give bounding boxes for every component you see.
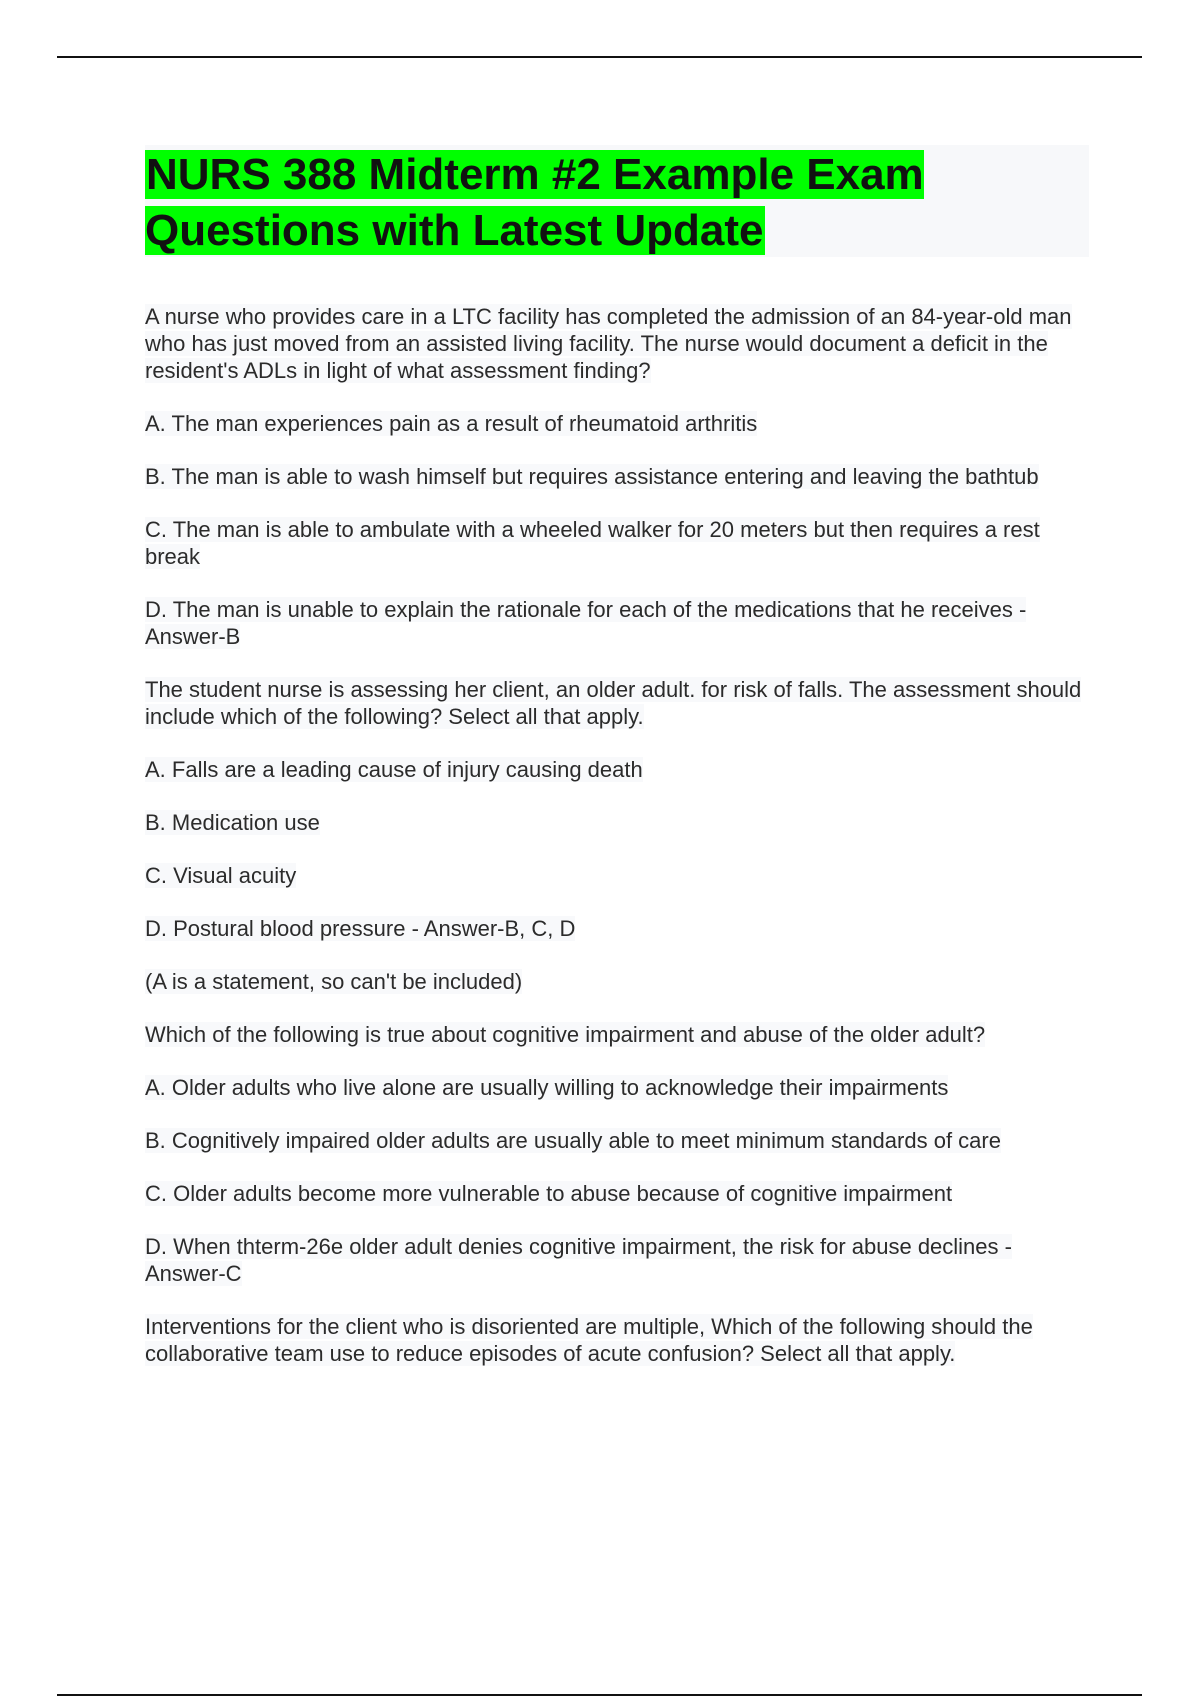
question-3-option-b: B. Cognitively impaired older adults are usually able to meet minimum standards of care bbox=[145, 1128, 1001, 1153]
question-2-option-a: A. Falls are a leading cause of injury causing death bbox=[145, 757, 643, 782]
question-1-stem: A nurse who provides care in a LTC facility has completed the admission of an 84-year-old man who has just moved from an assisted living facility. The nurse would document a deficit in the resident's ADLs in light of what assessment finding? bbox=[145, 304, 1072, 383]
question-2-note: (A is a statement, so can't be included) bbox=[145, 969, 523, 994]
question-1-option-c: C. The man is able to ambulate with a wheeled walker for 20 meters but then requires a rest break bbox=[145, 517, 1040, 569]
top-divider bbox=[57, 56, 1142, 58]
question-3-option-a: A. Older adults who live alone are usually willing to acknowledge their impairments bbox=[145, 1075, 949, 1100]
question-2-option-b: B. Medication use bbox=[145, 810, 320, 835]
question-2-stem: The student nurse is assessing her client, an older adult. for risk of falls. The assessment should include which of the following? Select all that apply. bbox=[145, 677, 1082, 729]
document-title bbox=[145, 147, 1065, 259]
question-3-stem: Which of the following is true about cognitive impairment and abuse of the older adult? bbox=[145, 1022, 986, 1047]
question-3-option-d: D. When thterm-26e older adult denies cognitive impairment, the risk for abuse declines - Answer-C bbox=[145, 1234, 1012, 1286]
title-highlight: NURS 388 Midterm #2 Example Exam Questions with Latest Update bbox=[145, 150, 924, 255]
question-1-option-a: A. The man experiences pain as a result of rheumatoid arthritis bbox=[145, 411, 758, 436]
bottom-divider bbox=[57, 1694, 1142, 1696]
question-1-option-b: B. The man is able to wash himself but requires assistance entering and leaving the bathtub bbox=[145, 464, 1039, 489]
question-3-option-c: C. Older adults become more vulnerable to abuse because of cognitive impairment bbox=[145, 1181, 953, 1206]
question-2-option-d: D. Postural blood pressure - Answer-B, C, D bbox=[145, 916, 576, 941]
question-1-option-d: D. The man is unable to explain the rationale for each of the medications that he receives - Answer-B bbox=[145, 597, 1027, 649]
document-body bbox=[145, 303, 1090, 1393]
question-4-stem: Interventions for the client who is disoriented are multiple, Which of the following should the collaborative team use to reduce episodes of acute confusion? Select all that apply. bbox=[145, 1314, 1033, 1366]
question-2-option-c: C. Visual acuity bbox=[145, 863, 297, 888]
